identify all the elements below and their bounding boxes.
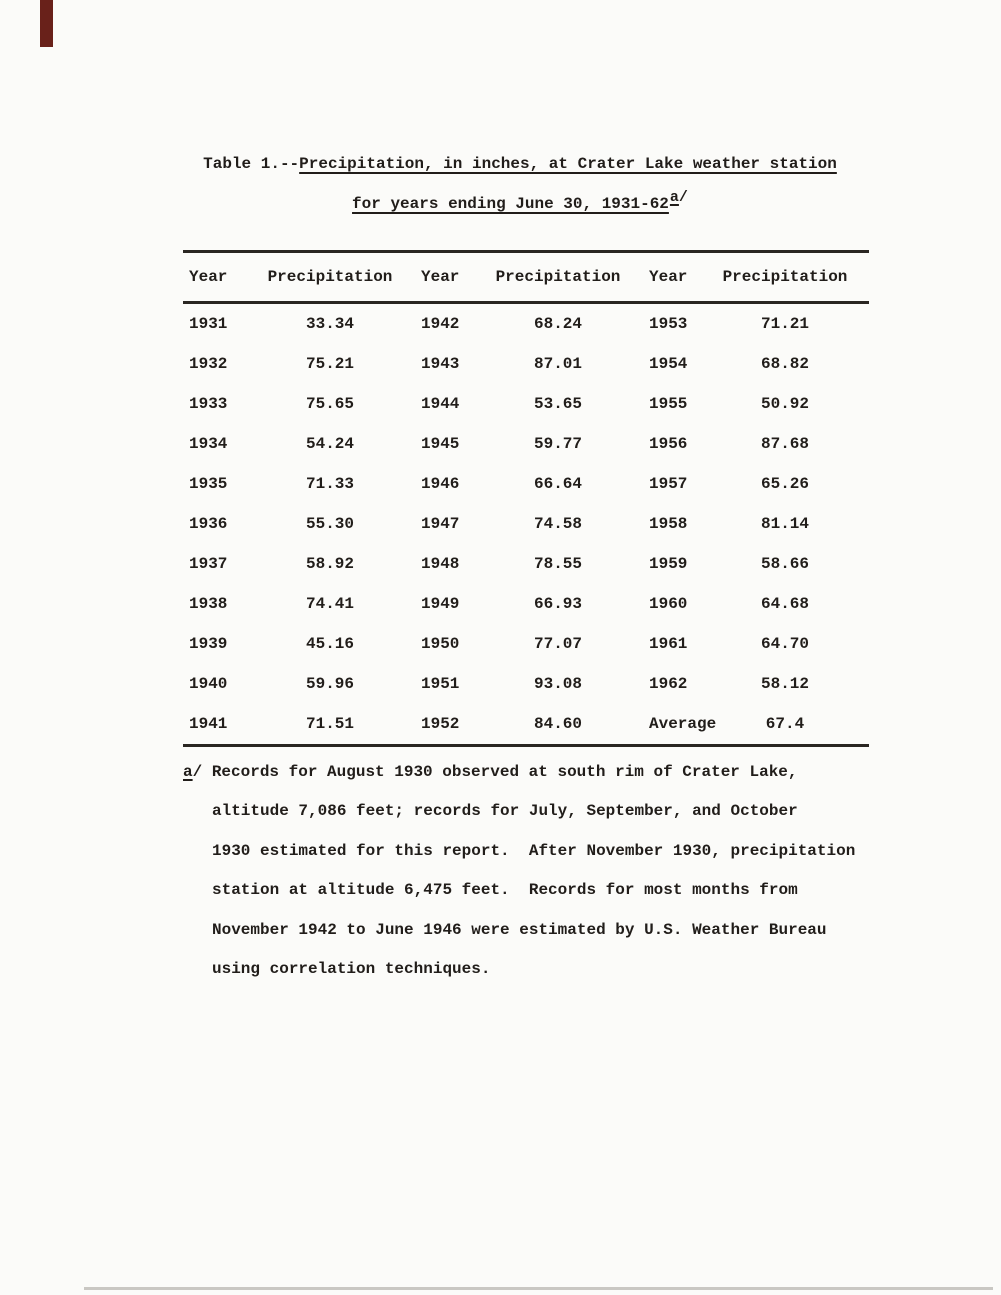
column-header-precipitation: Precipitation bbox=[495, 268, 621, 286]
table-row bbox=[183, 344, 869, 384]
table-row bbox=[183, 624, 869, 664]
year-cell: 1933 bbox=[189, 395, 228, 413]
precipitation-cell: 45.16 bbox=[305, 635, 354, 653]
column-header-precipitation: Precipitation bbox=[267, 268, 393, 286]
column-header-precipitation: Precipitation bbox=[722, 268, 848, 286]
year-cell: 1932 bbox=[189, 355, 228, 373]
table-row bbox=[183, 704, 869, 744]
year-cell: 1943 bbox=[421, 355, 460, 373]
year-cell: 1938 bbox=[189, 595, 228, 613]
precipitation-cell: 74.58 bbox=[533, 515, 582, 533]
precipitation-cell: 74.41 bbox=[305, 595, 354, 613]
precipitation-cell: 71.21 bbox=[760, 315, 809, 333]
precipitation-cell: 54.24 bbox=[305, 435, 354, 453]
scan-edge-artifact bbox=[40, 0, 53, 47]
precipitation-cell: 77.07 bbox=[533, 635, 582, 653]
table-title-line2-underlined: for years ending June 30, 1931-62 bbox=[352, 195, 669, 213]
table-body bbox=[183, 304, 869, 744]
table-title-line-2 bbox=[39, 191, 1001, 218]
year-cell: 1953 bbox=[649, 315, 688, 333]
table-title-line-1 bbox=[39, 151, 1001, 177]
precipitation-cell: 64.68 bbox=[760, 595, 809, 613]
scan-shadow-line-artifact bbox=[84, 1287, 993, 1290]
year-cell: 1939 bbox=[189, 635, 228, 653]
year-cell: 1951 bbox=[421, 675, 460, 693]
column-header-year: Year bbox=[649, 268, 688, 286]
year-cell: 1948 bbox=[421, 555, 460, 573]
year-cell: 1959 bbox=[649, 555, 688, 573]
precipitation-cell: 75.65 bbox=[305, 395, 354, 413]
footnote-marker bbox=[183, 763, 212, 781]
year-cell: 1950 bbox=[421, 635, 460, 653]
year-cell: 1946 bbox=[421, 475, 460, 493]
year-cell: 1960 bbox=[649, 595, 688, 613]
precipitation-cell: 65.26 bbox=[760, 475, 809, 493]
year-cell: 1935 bbox=[189, 475, 228, 493]
table-title-prefix: Table 1.-- bbox=[203, 155, 300, 173]
footnote-line: altitude 7,086 feet; records for July, September, and October bbox=[212, 802, 798, 821]
precipitation-cell: 71.51 bbox=[305, 715, 354, 733]
precipitation-cell: 68.24 bbox=[533, 315, 582, 333]
footnote-reference-mark bbox=[670, 185, 688, 211]
precipitation-cell: 55.30 bbox=[305, 515, 354, 533]
column-header-year: Year bbox=[189, 268, 228, 286]
year-cell: 1941 bbox=[189, 715, 228, 733]
precipitation-cell: 84.60 bbox=[533, 715, 582, 733]
year-cell: 1961 bbox=[649, 635, 688, 653]
table-header-row bbox=[183, 253, 869, 301]
precipitation-cell: 87.68 bbox=[760, 435, 809, 453]
table-row bbox=[183, 544, 869, 584]
column-header-year: Year bbox=[421, 268, 460, 286]
year-cell: 1955 bbox=[649, 395, 688, 413]
footnote-line: 1930 estimated for this report. After November 1930, precipitation bbox=[212, 841, 856, 860]
table-row bbox=[183, 304, 869, 344]
table-title-underlined: Precipitation, in inches, at Crater Lake weather station bbox=[299, 155, 837, 173]
year-cell: 1945 bbox=[421, 435, 460, 453]
table-row bbox=[183, 384, 869, 424]
year-cell: 1936 bbox=[189, 515, 228, 533]
footnote-line: November 1942 to June 1946 were estimated by U.S. Weather Bureau bbox=[212, 920, 827, 939]
table-bottom-rule bbox=[183, 744, 869, 747]
year-cell: 1944 bbox=[421, 395, 460, 413]
year-cell: 1931 bbox=[189, 315, 228, 333]
precipitation-cell: 66.93 bbox=[533, 595, 582, 613]
footnote-reference-slash: / bbox=[678, 189, 688, 206]
precipitation-cell: 66.64 bbox=[533, 475, 582, 493]
table-footnote bbox=[183, 753, 903, 989]
precipitation-cell: 58.66 bbox=[760, 555, 809, 573]
footnote-marker-slash: / bbox=[192, 763, 212, 781]
year-cell: 1952 bbox=[421, 715, 460, 733]
precipitation-cell: 59.96 bbox=[305, 675, 354, 693]
precipitation-cell: 75.21 bbox=[305, 355, 354, 373]
year-cell: 1949 bbox=[421, 595, 460, 613]
precipitation-cell: 64.70 bbox=[760, 635, 809, 653]
precipitation-cell: 93.08 bbox=[533, 675, 582, 693]
year-cell: 1954 bbox=[649, 355, 688, 373]
year-cell: 1942 bbox=[421, 315, 460, 333]
precipitation-cell: 33.34 bbox=[305, 315, 354, 333]
table-row bbox=[183, 584, 869, 624]
year-cell: 1934 bbox=[189, 435, 228, 453]
precipitation-cell: 67.4 bbox=[765, 715, 805, 733]
year-cell: 1940 bbox=[189, 675, 228, 693]
precipitation-cell: 81.14 bbox=[760, 515, 809, 533]
table-row bbox=[183, 424, 869, 464]
table-row bbox=[183, 464, 869, 504]
precipitation-cell: 87.01 bbox=[533, 355, 582, 373]
precipitation-cell: 78.55 bbox=[533, 555, 582, 573]
year-cell: 1958 bbox=[649, 515, 688, 533]
precipitation-cell: 68.82 bbox=[760, 355, 809, 373]
precipitation-cell: 50.92 bbox=[760, 395, 809, 413]
footnote-line bbox=[183, 753, 903, 792]
table-row bbox=[183, 664, 869, 704]
year-cell: 1947 bbox=[421, 515, 460, 533]
precipitation-cell: 58.12 bbox=[760, 675, 809, 693]
precipitation-cell: 53.65 bbox=[533, 395, 582, 413]
precipitation-table bbox=[183, 250, 869, 747]
footnote-marker-letter: a bbox=[183, 763, 193, 781]
precipitation-cell: 59.77 bbox=[533, 435, 582, 453]
year-cell: 1956 bbox=[649, 435, 688, 453]
precipitation-cell: 71.33 bbox=[305, 475, 354, 493]
footnote-text: Records for August 1930 observed at south rim of Crater Lake, bbox=[211, 763, 798, 781]
year-cell: 1962 bbox=[649, 675, 688, 693]
precipitation-cell: 58.92 bbox=[305, 555, 354, 573]
year-cell: 1957 bbox=[649, 475, 688, 493]
year-cell: Average bbox=[649, 715, 717, 733]
footnote-line: using correlation techniques. bbox=[212, 960, 491, 979]
footnote-reference-letter: a bbox=[669, 189, 679, 206]
year-cell: 1937 bbox=[189, 555, 228, 573]
table-row bbox=[183, 504, 869, 544]
footnote-line: station at altitude 6,475 feet. Records for most months from bbox=[212, 881, 798, 900]
